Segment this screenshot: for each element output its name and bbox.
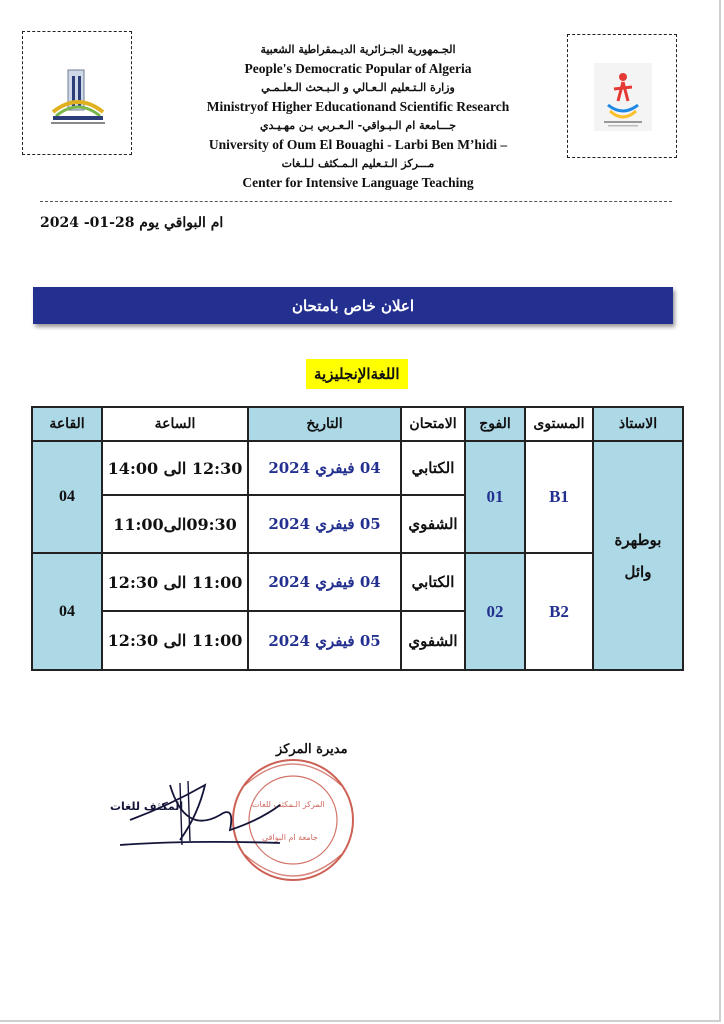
center-logo-box [567, 34, 677, 158]
ministry-arabic: وزارة الـتـعليم الـعـالي و الـبـحث الـعلـمـي [261, 81, 455, 94]
room-cell: 04 [32, 441, 102, 553]
exam-type: الشفوي [401, 611, 465, 670]
exam-type: الكتابي [401, 553, 465, 611]
group-cell: 01 [465, 441, 525, 553]
header-date: التاريخ [248, 407, 401, 441]
header-room: القاعة [32, 407, 102, 441]
exam-time: 12:30 الى 14:00 [102, 441, 248, 495]
exam-time: 11:00 الى 12:30 [102, 553, 248, 611]
university-logo-icon [23, 32, 133, 156]
room-cell: 04 [32, 553, 102, 670]
teacher-cell: بوطهرة وائل [593, 441, 683, 670]
level-cell: B1 [525, 441, 593, 553]
exam-date: 04 فيفري 2024 [248, 441, 401, 495]
university-logo-box [22, 31, 132, 155]
stamp-seal [233, 760, 353, 880]
center-english: Center for Intensive Language Teaching [242, 175, 474, 190]
header-time: الساعة [102, 407, 248, 441]
institution-header [140, 40, 576, 192]
document-date: ام البواقي يوم 28-01- 2024 [40, 215, 224, 231]
exam-time: 11:00 الى 12:30 [102, 611, 248, 670]
university-english: University of Oum El Bouaghi - Larbi Ben M’hidi – [208, 137, 508, 152]
exam-type: الشفوي [401, 495, 465, 553]
exam-date: 05 فيفري 2024 [248, 611, 401, 670]
header-group: الفوج [465, 407, 525, 441]
group-cell: 02 [465, 553, 525, 670]
center-logo-icon [568, 35, 678, 159]
ministry-english: Ministryof Higher Educationand Scientific Research [206, 99, 510, 114]
director-label: مديرة المركز [276, 742, 348, 757]
university-arabic: جـــامعة ام الـبـواقي- الـعـربي بـن مهـيـدي [259, 119, 457, 132]
signature [110, 781, 280, 845]
svg-text:جامعة ام البواقي: جامعة ام البواقي [262, 833, 318, 842]
svg-text:المركز الـمكثف للغات: المركز الـمكثف للغات [252, 800, 325, 809]
exam-date: 05 فيفري 2024 [248, 495, 401, 553]
exam-schedule-table [31, 406, 684, 671]
center-arabic: مـــركز الـتـعليم الـمـكثف لـلـغات [281, 157, 435, 170]
exam-time: 09:30الى11:00 [102, 495, 248, 553]
language-label: اللغةالإنجليزية [306, 359, 408, 389]
official-stamp-icon [110, 745, 370, 895]
level-cell: B2 [525, 553, 593, 670]
announcement-banner [33, 287, 673, 324]
signature-text: المكثف للغات [110, 800, 184, 813]
header-exam: الامتحان [401, 407, 465, 441]
exam-date: 04 فيفري 2024 [248, 553, 401, 611]
header-level: المستوى [525, 407, 593, 441]
header-divider [40, 201, 672, 202]
header-teacher: الاستاذ [593, 407, 683, 441]
republic-arabic: الجـمهورية الجـزائرية الديـمقراطية الشعبية [260, 43, 456, 56]
exam-type: الكتابي [401, 441, 465, 495]
republic-english: People's Democratic Popular of Algeria [244, 61, 472, 76]
announcement-title: اعلان خاص بامتحان [291, 297, 415, 315]
